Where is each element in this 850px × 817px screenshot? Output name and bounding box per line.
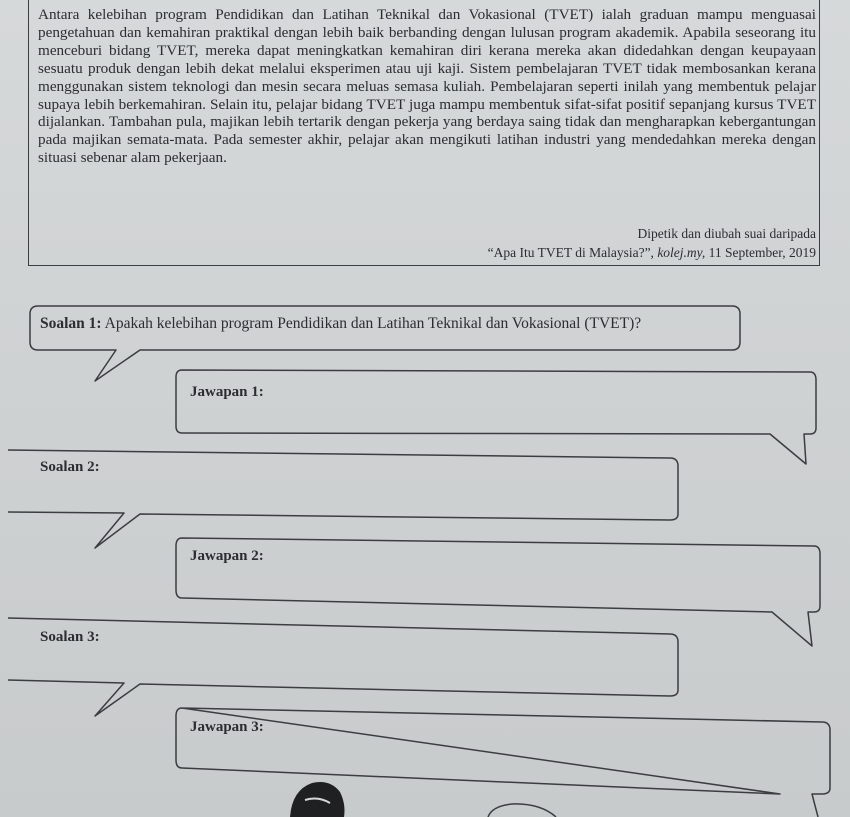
jawapan-1-bubble bbox=[176, 370, 816, 464]
jawapan-1 bbox=[190, 384, 264, 401]
soalan-1-label: Soalan 1: bbox=[40, 315, 102, 332]
jawapan-2-label: Jawapan 2: bbox=[190, 548, 264, 564]
jawapan-3 bbox=[190, 719, 264, 736]
passage-text: Antara kelebihan program Pendidikan dan Latihan Teknikal dan Vokasional (TVET) ialah graduan mampu menguasai pengetahuan dan kemahiran praktikal dengan lebih baik berbanding dengan lulusan program akademik. Apabila seseorang itu menceburi bidang TVET, mereka dapat meningkatkan kemahiran diri kerana mereka akan didedahkan dengan keupayaan sesuatu produk dengan lebih dekat melalui eksperimen atau uji kaji. Sistem pembelajaran TVET tidak membosankan kerana menggunakan sistem teknologi dan mesin secara meluas semasa kuliah. Pembelajaran seperti inilah yang membentuk pelajar supaya lebih berkemahiran. Selain itu, pelajar bidang TVET juga mampu membentuk sifat-sifat positif sepanjang kursus TVET dijalankan. Tambahan pula, majikan lebih tertarik dengan pekerja yang berdaya saing tidak dan mengharapkan kebergantungan pada majikan semata-mata. Pada semester akhir, pelajar akan mengikuti latihan industri yang mendedahkan mereka dengan situasi sebenar alam pekerjaan. bbox=[38, 6, 816, 167]
jawapan-3-bubble bbox=[176, 708, 830, 817]
soalan-3-bubble bbox=[8, 618, 678, 716]
soalan-2 bbox=[40, 459, 100, 476]
source-line-1: Dipetik dan diubah suai daripada bbox=[637, 226, 816, 241]
character-illustration bbox=[290, 782, 556, 817]
jawapan-2 bbox=[190, 548, 264, 565]
soalan-3 bbox=[40, 629, 100, 646]
source-date: 11 September, 2019 bbox=[708, 245, 816, 260]
soalan-2-bubble bbox=[8, 450, 678, 548]
soalan-1-text: Apakah kelebihan program Pendidikan dan Latihan Teknikal dan Vokasional (TVET)? bbox=[104, 315, 642, 332]
jawapan-3-label: Jawapan 3: bbox=[190, 719, 264, 735]
soalan-3-label: Soalan 3: bbox=[40, 629, 100, 645]
soalan-1 bbox=[40, 315, 641, 333]
jawapan-1-label: Jawapan 1: bbox=[190, 384, 264, 400]
source-site: kolej.my, bbox=[657, 245, 706, 260]
soalan-2-label: Soalan 2: bbox=[40, 459, 100, 475]
source-title: “Apa Itu TVET di Malaysia?”, bbox=[487, 245, 654, 260]
